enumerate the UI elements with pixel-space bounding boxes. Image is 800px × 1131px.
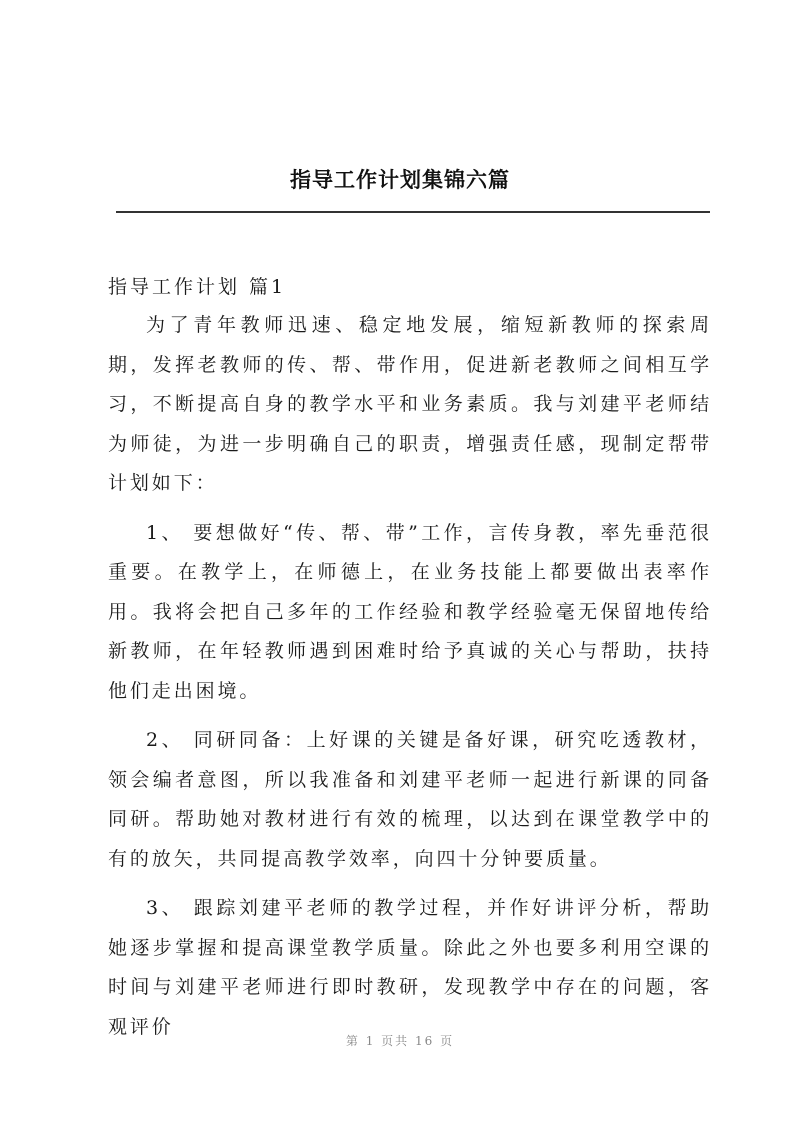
page-footer: 第 1 页共 16 页 xyxy=(345,1034,455,1048)
section-heading: 指导工作计划 篇1 xyxy=(108,276,287,298)
document-title: 指导工作计划集锦六篇 xyxy=(290,168,510,192)
paragraph-item-1: 1、 要想做好“传、帮、带”工作，言传身教，率先垂范很重要。在教学上，在师德上，在业务技能上都要做出表率作用。我将会把自己多年的工作经验和教学经验毫无保留地传给新教师，在年轻教师遇到困难时给予真诚的关心与帮助，扶持他们走出困境。 xyxy=(108,521,712,702)
title-divider xyxy=(116,211,710,213)
paragraph-item-3: 3、 跟踪刘建平老师的教学过程，并作好讲评分析，帮助她逐步掌握和提高课堂教学质量。除此之外也要多利用空课的时间与刘建平老师进行即时教研，发现教学中存在的问题，客观评价 xyxy=(108,897,712,1038)
paragraph-item-2: 2、 同研同备：上好课的关键是备好课，研究吃透教材，领会编者意图，所以我准备和刘建平老师一起进行新课的同备同研。帮助她对教材进行有效的梳理，以达到在课堂教学中的有的放矢，共同提高教学效率，向四十分钟要质量。 xyxy=(108,729,712,870)
paragraph-intro: 为了青年教师迅速、稳定地发展，缩短新教师的探索周期，发挥老教师的传、帮、带作用，促进新老教师之间相互学习，不断提高自身的教学水平和业务素质。我与刘建平老师结为师徒，为进一步明确自己的职责，增强责任感，现制定帮带计划如下： xyxy=(108,314,712,494)
document-body xyxy=(108,268,712,1057)
